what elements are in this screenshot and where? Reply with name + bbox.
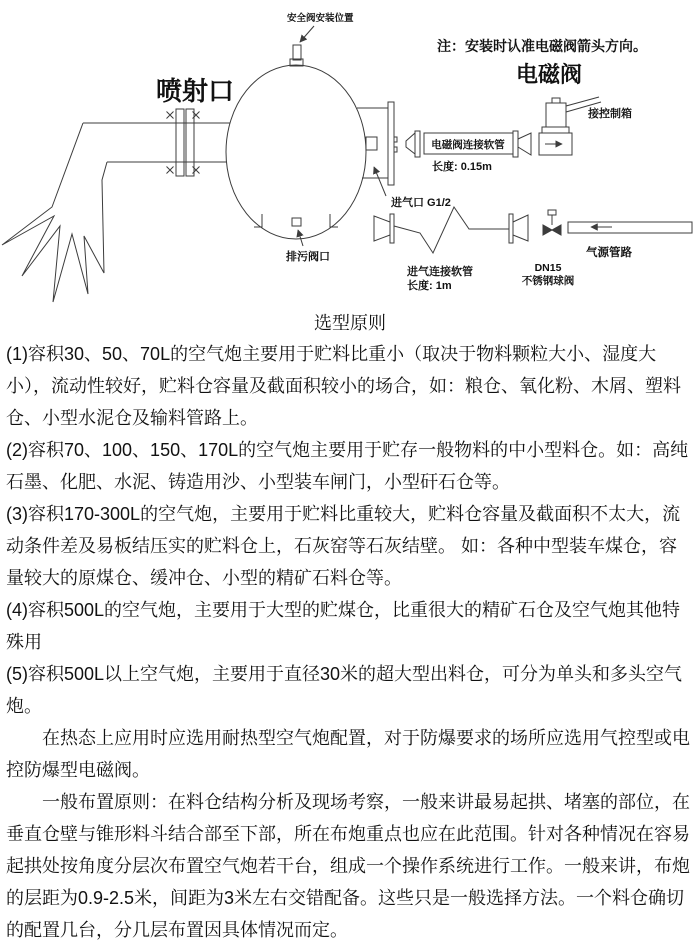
drain-valve-arrow — [298, 230, 303, 246]
solenoid-hose-label: 电磁阀连接软管 — [431, 139, 505, 151]
paragraph-4: (4)容积500L的空气炮，主要用于大型的贮煤仓，比重很大的精矿石仓及空气炮其他特殊用 — [6, 600, 681, 652]
solenoid-valve-label: 电磁阀 — [516, 62, 583, 87]
section-title: 选型原则 — [314, 313, 386, 333]
jet-pipe-flange — [83, 109, 230, 176]
intake-hose-line — [394, 207, 509, 253]
jet-blast-spray — [2, 123, 107, 302]
air-inlet-label: 进气口 G1/2 — [391, 197, 451, 209]
air-supply-line-label: 气源管路 — [586, 247, 632, 259]
air-inlet-port — [366, 137, 377, 150]
air-inlet-arrow — [374, 167, 386, 196]
control-wire — [566, 97, 599, 106]
solenoid-valve-body — [539, 97, 601, 155]
jet-outlet-label: 喷射口 — [156, 76, 235, 106]
intake-hose-length-label: 长度: 1m — [407, 280, 452, 292]
safety-valve-label: 安全阀安装位置 — [287, 13, 354, 24]
install-note: 注：安装时认准电磁阀箭头方向。 — [437, 38, 647, 54]
paragraph-5: (5)容积500L以上空气炮，主要用于直径30米的超大型出料仓，可分为单头和多头空气炮。 — [6, 664, 683, 716]
air-supply-pipe — [568, 222, 692, 233]
drain-valve-label: 排污阀口 — [286, 251, 330, 263]
safety-valve-arrow — [300, 26, 314, 42]
paragraph-2: (2)容积70、100、150、170L的空气炮主要用于贮存一般物料的中小型料仓。如：高纯石墨、化肥、水泥、铸造用沙、小型装车闸门，小型矸石仓等。 — [6, 440, 689, 492]
inlet-flange-assembly — [357, 102, 397, 185]
flange-bolt-marks — [167, 112, 200, 174]
paragraph-3: (3)容积170-300L的空气炮，主要用于贮料比重较大，贮料仓容量及截面积不太大，流动条件差及易板结压实的贮料仓上，石灰窑等石灰结壁。 如：各种中型装车煤仓，容量较大的原煤仓、缓冲仓、小型的精矿石料仓等。 — [6, 504, 681, 588]
safety-valve-nozzle — [293, 45, 301, 60]
air-cannon-tank — [226, 45, 366, 239]
paragraph-7: 一般布置原则：在料仓结构分析及现场考察，一般来讲最易起拱、堵塞的部位，在垂直仓壁与锥形料斗结合部至下部，所在布炮重点也应在此范围。针对各种情况在容易起拱处按角度分层次布置空气炮若干台，组成一个操作系统进行工作。一般来讲，布炮的层距为0.9-2.5米，间距为3米左右交错配备。这些只是一般选择方法。一个料仓确切的配置几台，分几层布置因具体情况而定。 — [6, 792, 690, 940]
control-box-label: 接控制箱 — [588, 108, 632, 120]
intake-hose-label: 进气连接软管 — [407, 266, 473, 278]
intake-hose-assembly — [374, 207, 528, 253]
paragraph-1: (1)容积30、50、70L的空气炮主要用于贮料比重小（取决于物料颗粒大小、湿度大小），流动性较好，贮料仓容量及截面积较小的场合，如：粮仓、氧化粉、木屑、塑料仓、小型水泥仓及输料管路上。 — [6, 344, 681, 428]
drain-valve-port — [292, 218, 301, 226]
ball-valve-size-label: DN15 — [534, 262, 562, 274]
paragraph-6: 在热态上应用时应选用耐热型空气炮配置，对于防爆要求的场所应选用气控型或电控防爆型电磁阀。 — [6, 728, 690, 780]
solenoid-coil — [546, 103, 566, 127]
selection-principles-section — [0, 308, 700, 946]
ball-valve-label: 不锈钢球阀 — [521, 275, 575, 287]
ball-valve-symbol — [543, 210, 561, 235]
air-cannon-diagram — [0, 0, 700, 308]
solenoid-hose-length-label: 长度: 0.15m — [432, 161, 492, 173]
